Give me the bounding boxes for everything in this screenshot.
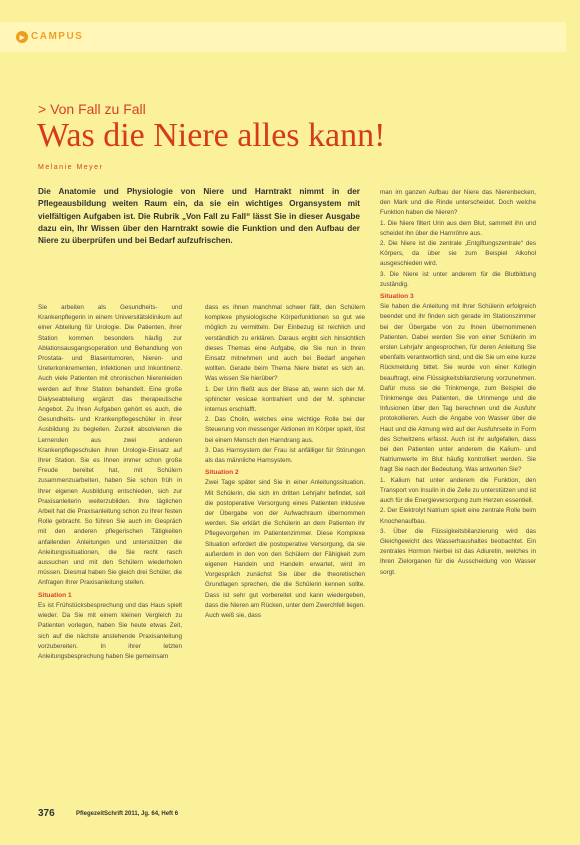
section-header-bar [0, 22, 566, 52]
text-column-2 [205, 303, 365, 621]
answer-option: 2. Der Elektrolyt Natrium spielt eine zentrale Rolle beim Knochenaufbau. [380, 507, 536, 525]
text-column-1 [38, 303, 182, 662]
page-number: 376 [38, 808, 55, 819]
column-paragraph: Sie arbeiten als Gesundheits- und Krankenpflegerin in einem Universitätsklinikum auf einer Abteilung für Urologie. Die Patienten, ihrer Station kommen besonders häufig zur Ablationsausgangsoperation und Behandlung von Prostata- und Blasentumoren, Nieren- und Ureterkonkrementen, Infektionen und Inkontinenz. Auch viele Patienten mit chronischen Nierenleiden werden auf Ihrer Station behandelt. Eine große Dialyseabteilung ergänzt das therapeutische Angebot. Zu Ihren Aufgaben gehört es auch, die Gesundheits- und Krankenpflegeschüler in ihrer Ausbildung zu begleiten. Zurzeit absolvieren die Lernenden aus zwei anderen Krankenpflegeschulen ihren Urologie-Einsatz auf Ihrer Station. Sie es Ihnen immer schon große Freude bereitet hat, mit Schülern zusammenzuarbeiten, haben Sie schon früh in Ihrer eigenen Ausbildung entschieden, sich zur Praxisanleiterin weiterzubilden. Ihre täglichen Arbeit hat die Praxisanleitung schon zu Ihrer festen Rolle gebracht. So führen Sie auch im Gespräch mit den anderen pflegerischen Tätigkeiten anfallenden Anleitungen und unterstützen die Anleitungssituationen, die Sie recht rasch aussuchen und mit den Schülern wiederholen müssen. Diesmal haben Sie gleich drei Schüler, die Anfragen Ihrer Praxisanleitung stellen. [38, 304, 182, 587]
answer-option: 2. Die Niere ist die zentrale „Entgiftungszentrale“ des Körpers, da über sie zum Beispiel Alkohol ausgeschieden wird. [380, 240, 536, 268]
article-kicker: > Von Fall zu Fall [38, 101, 146, 117]
column-paragraph: Zwei Tage später sind Sie in einer Anleitungssituation. Mit Schülerin, die sich im dritten Lehrjahr befindet, soll die postoperative Versorgung eines Patienten inklusive der Übergabe von der Aufwachraum übernommen werden. Sie erklärt die Schülerin an dem Patienten ihr Pflegevorgehen im Patientenzimmer. Diese Komplexe Situation erfordert die postoperative Versorgung, da sie außerdem in den von den Schülern der Fähigkeit zum eigenen Handeln und Handeln erwartet, wird im Vorgespräch zunächst Sie über die theoretischen Grundlagen sprechen, die die Schülerin kennen sollte. Dass ist sehr gut vorbereitet und kann wiedergeben, dass die Nieren am Rücken, unter dem Zwerchfell liegen. Auch weiß sie, dass [205, 479, 365, 620]
column-paragraph: dass es ihnen manchmal schwer fällt, den Schülern komplexe physiologische Körperfunktionen so gut wie möglich zu vermitteln. Der Einbezug ist reichlich und verständlich zu erklären. Daraus ergibt sich hinsichtlich dieses Themas eine Aufgabe, die Sie nun in Ihren Einsatz mitnehmen und auch bei Bedarf angehen wollten. Gerade beim Thema Niere bietet es sich an. Was wissen Sie hierüber? [205, 304, 365, 383]
article-author: Melanie Meyer [38, 164, 104, 171]
campus-badge-icon: ▸ [16, 31, 28, 43]
answer-option: 1. Kalium hat unter anderem die Funktion, den Transport von Insulin in die Zelle zu unterstützen und ist auch für die Energieversorgung zum Herzen essentiell. [380, 476, 536, 505]
situation-heading: Situation 3 [380, 293, 414, 301]
answer-option: 1. Der Urin fließt aus der Blase ab, wenn sich der M. sphincter vesicae kontrahiert und der M. sphincter internus erschlafft. [205, 385, 365, 414]
column-paragraph: man im ganzen Aufbau der Niere das Nierenbecken, den Mark und die Rinde unterscheidet. Doch welche Funktion haben die Nieren? [380, 189, 536, 217]
text-column-3 [380, 188, 536, 578]
answer-option: 2. Das Cholin, welches eine wichtige Rolle bei der Steuerung von messenger Aktionen im Körper spielt, löst bei einem Mensch den Harndrang aus. [205, 416, 365, 444]
publication-info: PflegezeitSchrift 2011, Jg. 64, Heft 6 [76, 811, 179, 817]
situation-heading: Situation 1 [38, 591, 72, 599]
article-title: Was die Niere alles kann! [37, 117, 386, 154]
section-label: CAMPUS [31, 31, 84, 42]
column-paragraph: Sie haben die Anleitung mit Ihrer Schülerin erfolgreich beendet und ihr finden sich gerade im Stationszimmer bei der Übergabe von zu Ihnen übernommenen Patienten. Dabei werden Sie von einer Schülerin im ersten Lehrjahr angesprochen, für deren Anleitung Sie ebenfalls verantwortlich sind, und die Sie um eine kurze Rückmeldung bittet. Sie wurde von einer Kollegin beauftragt, eine Flüssigkeitsbilanzierung vorzunehmen. Dafür muss sie die Trinkmenge, zum Beispiel die Trinkmenge des Patienten, die Urinmenge und die Infusionen über den Tag berechnen und die Ausfuhr protokollieren. Auch die Angabe von Wasser über die Haut und die Atmung wird auf der Ausfuhrseite in Form des Schwitzens erfasst. Auch ist ihr aufgefallen, dass bei den Patienten unter anderem die Kalium- und Natriumwerte im Blut häufig kontrolliert werden. Sie fragt Sie nach der Bedeutung. Was antworten Sie? [380, 303, 536, 474]
answer-option: 3. Das Harnsystem der Frau ist anfälliger für Störungen als das männliche Harnsystem. [205, 446, 365, 465]
article-lead: Die Anatomie und Physiologie von Niere und Harntrakt nimmt in der Pflegeausbildung weiten Raum ein, da sie ein wichtiges Organsystem mit vielfältigen Aufgaben ist. Die Rubrik „Von Fall zu Fall“ lässt Sie in dieser Ausgabe dazu ein, Ihr Wissen über den Harntrakt sowie die Funktion und den Aufbau der Niere zu überprüfen und bei Bedarf aufzufrischen. [38, 187, 360, 246]
column-paragraph: Es ist Frühstücksbesprechung und das Haus spielt wieder. Da Sie mit einem kleinen Vergleich zu Patienten vorlegen, haben Sie heute etwas Zeit, sich auf die nächste anstehende Praxisanleitung vorzubereiten. In ihrer letzten Anleitungsbesprechung haben Sie gemeinsam [38, 601, 182, 660]
situation-heading: Situation 2 [205, 469, 239, 477]
answer-option: 3. Über die Flüssigkeitsbilanzierung wird das Gleichgewicht des Wasserhaushaltes beobachtet. Ein zentrales Hormon hierbei ist das Adiuretin, welches in Ihren Zielorganen für die Ausscheidung von Wasser sorgt. [380, 527, 536, 576]
answer-option: 3. Die Niere ist unter anderem für die Blutbildung zuständig. [380, 270, 536, 288]
answer-option: 1. Die Niere filtert Urin aus dem Blut, sammelt ihn und scheidet ihn über die Harnröhre aus. [380, 219, 536, 237]
